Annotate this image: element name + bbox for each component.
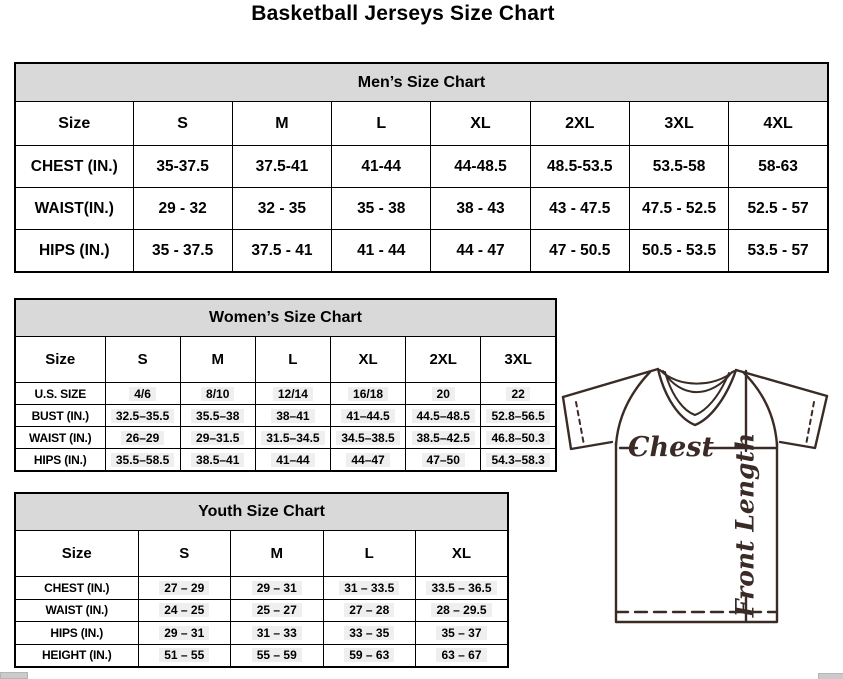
value-highlight: 38–41 (271, 409, 314, 423)
table-caption: Men’s Size Chart (15, 63, 828, 102)
size-value-cell (138, 622, 231, 645)
value-highlight: 55 – 59 (252, 648, 302, 662)
size-value-cell: 53.5 - 57 (729, 230, 828, 273)
size-column-header: M (231, 531, 324, 577)
size-value-cell (323, 599, 416, 622)
jersey-outline-icon (563, 369, 827, 622)
size-value-cell (105, 449, 180, 472)
size-value-cell (180, 449, 255, 472)
value-highlight: 63 – 67 (436, 648, 486, 662)
size-column-header: S (138, 531, 231, 577)
value-highlight: 35.5–38 (191, 409, 244, 423)
size-value-cell (416, 599, 509, 622)
size-value-cell (138, 599, 231, 622)
row-label: WAIST (IN.) (15, 427, 105, 449)
value-highlight: 51 – 55 (159, 648, 209, 662)
value-highlight: 26–29 (121, 431, 164, 445)
size-column-header: 3XL (629, 102, 728, 146)
size-value-cell (406, 427, 481, 449)
value-highlight: 22 (506, 387, 529, 401)
size-value-cell (180, 427, 255, 449)
size-value-cell (231, 599, 324, 622)
value-highlight: 35.5–58.5 (111, 453, 174, 467)
value-highlight: 33.5 – 36.5 (426, 581, 496, 595)
table-row (15, 146, 828, 188)
size-value-cell (330, 405, 405, 427)
value-highlight: 20 (432, 387, 455, 401)
value-highlight: 59 – 63 (344, 648, 394, 662)
value-highlight: 31 – 33.5 (339, 581, 399, 595)
size-value-cell: 35-37.5 (133, 146, 232, 188)
row-label: HIPS (IN.) (15, 622, 138, 645)
value-highlight: 29 – 31 (252, 581, 302, 595)
value-highlight: 28 – 29.5 (431, 603, 491, 617)
value-highlight: 35 – 37 (436, 626, 486, 640)
size-column-header: S (105, 337, 180, 383)
value-highlight: 27 – 29 (159, 581, 209, 595)
size-value-cell: 44 - 47 (431, 230, 530, 273)
value-highlight: 27 – 28 (344, 603, 394, 617)
size-value-cell (255, 383, 330, 405)
size-corner-header: Size (15, 102, 133, 146)
page-title: Basketball Jerseys Size Chart (251, 2, 555, 25)
size-value-cell (481, 427, 556, 449)
size-value-cell: 50.5 - 53.5 (629, 230, 728, 273)
size-value-cell: 44-48.5 (431, 146, 530, 188)
table-row (15, 427, 556, 449)
value-highlight: 25 – 27 (252, 603, 302, 617)
size-value-cell: 58-63 (729, 146, 828, 188)
size-column-header: XL (330, 337, 405, 383)
size-column-header: XL (416, 531, 509, 577)
size-value-cell (180, 405, 255, 427)
chest-label: Chest (628, 432, 714, 463)
size-value-cell (330, 449, 405, 472)
table-row (15, 644, 508, 667)
size-column-header: XL (431, 102, 530, 146)
size-value-cell: 43 - 47.5 (530, 188, 629, 230)
row-label: WAIST(IN.) (15, 188, 133, 230)
size-column-header: L (332, 102, 431, 146)
size-value-cell: 37.5-41 (232, 146, 331, 188)
size-value-cell (255, 427, 330, 449)
size-value-cell: 47.5 - 52.5 (629, 188, 728, 230)
size-value-cell: 35 - 38 (332, 188, 431, 230)
table-row (15, 230, 828, 273)
size-column-header: 4XL (729, 102, 828, 146)
value-highlight: 38.5–41 (191, 453, 244, 467)
youth-size-table (14, 492, 509, 668)
value-highlight: 31.5–34.5 (261, 431, 324, 445)
size-value-cell (255, 449, 330, 472)
value-highlight: 47–50 (422, 453, 465, 467)
size-value-cell: 53.5-58 (629, 146, 728, 188)
value-highlight: 41–44 (271, 453, 314, 467)
table-row (15, 577, 508, 600)
front-length-label: Front Length (730, 432, 760, 618)
size-value-cell: 32 - 35 (232, 188, 331, 230)
size-value-cell: 35 - 37.5 (133, 230, 232, 273)
size-header-row (15, 102, 828, 146)
row-label: CHEST (IN.) (15, 146, 133, 188)
size-value-cell: 52.5 - 57 (729, 188, 828, 230)
row-label: BUST (IN.) (15, 405, 105, 427)
size-column-header: 2XL (530, 102, 629, 146)
value-highlight: 44.5–48.5 (412, 409, 475, 423)
size-value-cell: 29 - 32 (133, 188, 232, 230)
size-value-cell (138, 577, 231, 600)
value-highlight: 46.8–50.3 (486, 431, 549, 445)
table-row (15, 383, 556, 405)
table-row (15, 188, 828, 230)
size-value-cell (330, 427, 405, 449)
size-value-cell: 48.5-53.5 (530, 146, 629, 188)
size-value-cell (105, 405, 180, 427)
size-value-cell (323, 622, 416, 645)
size-value-cell (323, 577, 416, 600)
size-value-cell (416, 577, 509, 600)
size-value-cell: 47 - 50.5 (530, 230, 629, 273)
size-column-header: 2XL (406, 337, 481, 383)
size-corner-header: Size (15, 337, 105, 383)
value-highlight: 34.5–38.5 (336, 431, 399, 445)
value-highlight: 41–44.5 (341, 409, 394, 423)
size-column-header: M (180, 337, 255, 383)
table-row (15, 449, 556, 472)
value-highlight: 32.5–35.5 (111, 409, 174, 423)
value-highlight: 29–31.5 (191, 431, 244, 445)
row-label: HEIGHT (IN.) (15, 644, 138, 667)
size-value-cell (406, 449, 481, 472)
mens-size-table (14, 62, 829, 273)
value-highlight: 16/18 (348, 387, 388, 401)
row-label: CHEST (IN.) (15, 577, 138, 600)
size-value-cell (180, 383, 255, 405)
value-highlight: 8/10 (201, 387, 234, 401)
table-caption-row (15, 63, 828, 102)
size-value-cell (416, 644, 509, 667)
size-value-cell (481, 383, 556, 405)
table-caption-row (15, 299, 556, 337)
size-value-cell: 37.5 - 41 (232, 230, 331, 273)
size-value-cell (231, 577, 324, 600)
row-label: HIPS (IN.) (15, 449, 105, 472)
size-value-cell (231, 644, 324, 667)
row-label: HIPS (IN.) (15, 230, 133, 273)
value-highlight: 44–47 (346, 453, 389, 467)
size-corner-header: Size (15, 531, 138, 577)
size-value-cell (481, 405, 556, 427)
size-value-cell (323, 644, 416, 667)
size-value-cell (105, 427, 180, 449)
size-value-cell (406, 405, 481, 427)
table-row (15, 622, 508, 645)
row-label: U.S. SIZE (15, 383, 105, 405)
womens-size-table (14, 298, 557, 472)
size-column-header: L (323, 531, 416, 577)
table-row (15, 599, 508, 622)
table-row (15, 405, 556, 427)
size-value-cell (330, 383, 405, 405)
value-highlight: 24 – 25 (159, 603, 209, 617)
value-highlight: 31 – 33 (252, 626, 302, 640)
value-highlight: 12/14 (273, 387, 313, 401)
size-header-row (15, 531, 508, 577)
value-highlight: 52.8–56.5 (486, 409, 549, 423)
size-value-cell (416, 622, 509, 645)
value-highlight: 38.5–42.5 (412, 431, 475, 445)
size-value-cell: 41 - 44 (332, 230, 431, 273)
value-highlight: 33 – 35 (344, 626, 394, 640)
horizontal-scrollbar-fragment-left[interactable] (0, 672, 28, 679)
size-value-cell (481, 449, 556, 472)
row-label: WAIST (IN.) (15, 599, 138, 622)
size-column-header: L (255, 337, 330, 383)
size-column-header: S (133, 102, 232, 146)
size-value-cell (105, 383, 180, 405)
size-header-row (15, 337, 556, 383)
value-highlight: 54.3–58.3 (486, 453, 549, 467)
size-value-cell (406, 383, 481, 405)
size-value-cell: 38 - 43 (431, 188, 530, 230)
size-column-header: M (232, 102, 331, 146)
size-value-cell: 41-44 (332, 146, 431, 188)
table-caption: Youth Size Chart (15, 493, 508, 531)
table-caption-row (15, 493, 508, 531)
size-value-cell (255, 405, 330, 427)
horizontal-scrollbar-fragment-right[interactable] (818, 673, 843, 679)
size-column-header: 3XL (481, 337, 556, 383)
value-highlight: 4/6 (129, 387, 156, 401)
size-value-cell (138, 644, 231, 667)
table-caption: Women’s Size Chart (15, 299, 556, 337)
jersey-measurement-diagram (548, 355, 843, 665)
value-highlight: 29 – 31 (159, 626, 209, 640)
size-value-cell (231, 622, 324, 645)
